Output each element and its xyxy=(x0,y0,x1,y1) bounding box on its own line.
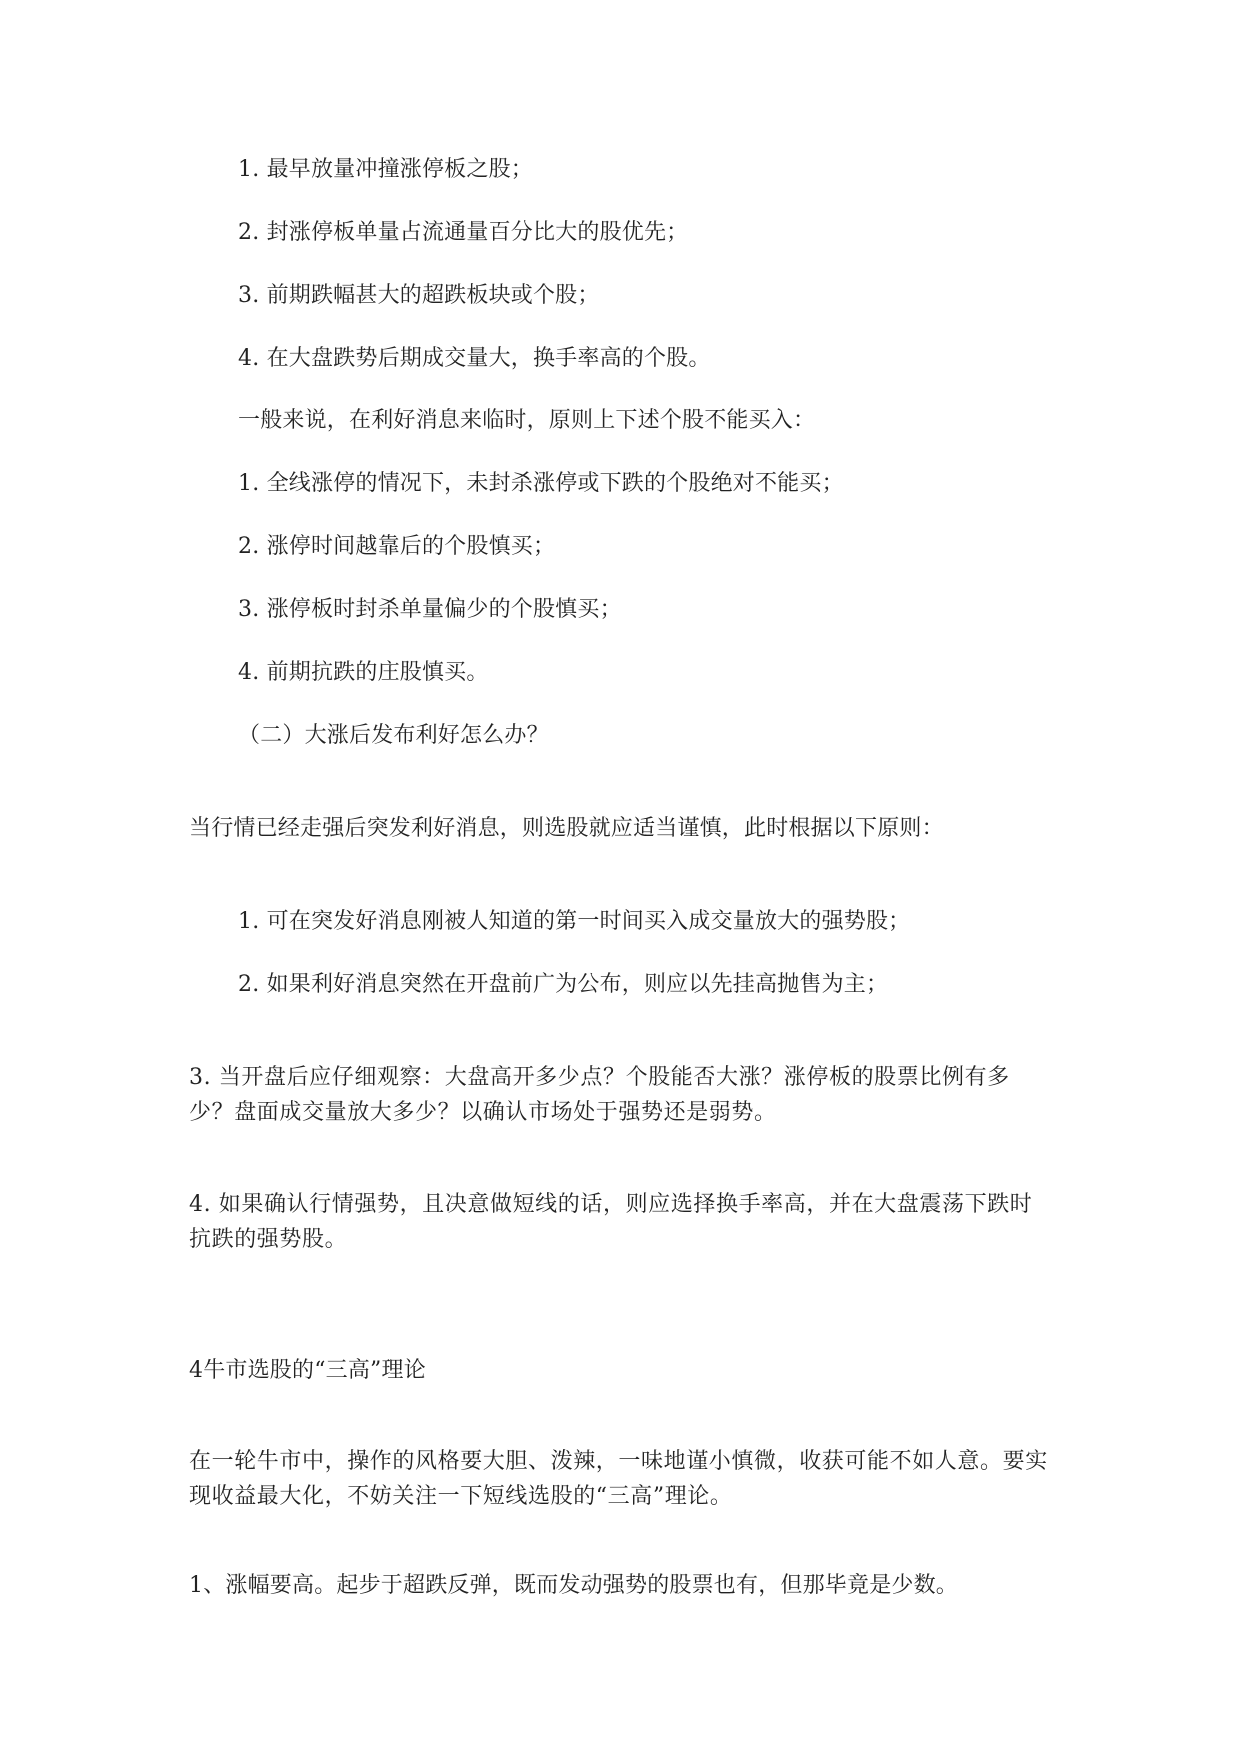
list-item: 3. 涨停板时封杀单量偏少的个股慎买； xyxy=(238,597,622,622)
paragraph: 1、涨幅要高。起步于超跌反弹，既而发动强势的股票也有，但那毕竟是少数。 xyxy=(189,1573,958,1598)
list-item: 3. 前期跌幅甚大的超跌板块或个股； xyxy=(238,283,600,308)
list-item: 1. 可在突发好消息刚被人知道的第一时间买入成交量放大的强势股； xyxy=(238,909,911,934)
paragraph: 4. 如果确认行情强势，且决意做短线的话，则应选择换手率高，并在大盘震荡下跌时抗跌的强势股。 xyxy=(189,1192,1033,1252)
paragraph-intro: 一般来说，在利好消息来临时，原则上下述个股不能买入： xyxy=(238,408,816,433)
paragraph: 在一轮牛市中，操作的风格要大胆、泼辣，一味地谨小慎微，收获可能不如人意。要实现收益最大化，不妨关注一下短线选股的“三高”理论。 xyxy=(189,1449,1048,1509)
list-item: 2. 如果利好消息突然在开盘前广为公布，则应以先挂高抛售为主； xyxy=(238,972,889,997)
list-item: 1. 最早放量冲撞涨停板之股； xyxy=(238,157,533,182)
list-item: 4. 在大盘跌势后期成交量大，换手率高的个股。 xyxy=(238,346,711,371)
paragraph-intro: 当行情已经走强后突发利好消息，则选股就应适当谨慎，此时根据以下原则： xyxy=(189,816,944,841)
section-heading: 4牛市选股的“三高”理论 xyxy=(189,1358,426,1383)
list-item: 2. 封涨停板单量占流通量百分比大的股优先； xyxy=(238,220,689,245)
list-item: 1. 全线涨停的情况下，未封杀涨停或下跌的个股绝对不能买； xyxy=(238,471,844,496)
paragraph: 3. 当开盘后应仔细观察：大盘高开多少点？个股能否大涨？涨停板的股票比例有多少？盘面成交量放大多少？以确认市场处于强势还是弱势。 xyxy=(189,1065,1010,1125)
section-heading: （二）大涨后发布利好怎么办？ xyxy=(238,723,549,748)
list-item: 4. 前期抗跌的庄股慎买。 xyxy=(238,660,489,685)
list-item: 2. 涨停时间越靠后的个股慎买； xyxy=(238,534,556,559)
